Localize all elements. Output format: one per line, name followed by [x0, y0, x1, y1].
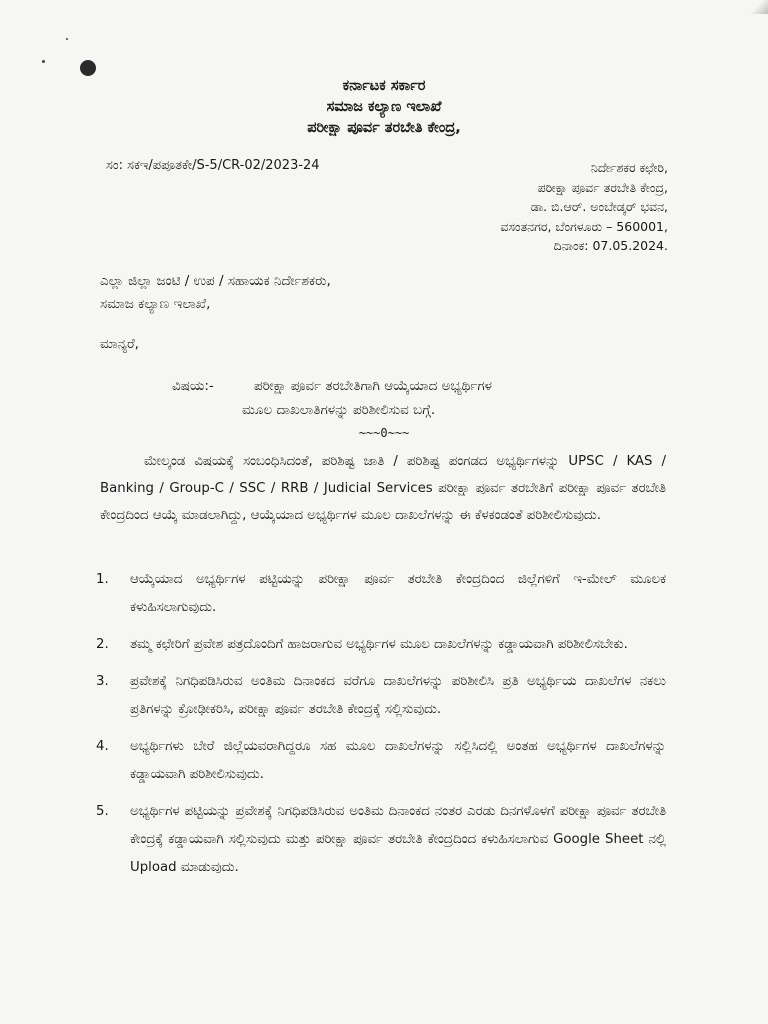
addressee-line: ಸಮಾಜ ಕಲ್ಯಾಣ ಇಲಾಖೆ,	[100, 296, 211, 312]
addressee	[100, 270, 331, 316]
item-text: ತಮ್ಮ ಕಛೇರಿಗೆ ಪ್ರವೇಶ ಪತ್ರದೊಂದಿಗೆ ಹಾಜರಾಗುವ ಅಭ್ಯರ್ಥಿಗಳ ಮೂಲ ದಾಖಲೆಗಳನ್ನು ಕಡ್ಡಾಯವಾಗಿ ಪರಿಶೀಲಿಸಬೇಕು.	[130, 637, 628, 652]
scan-speck	[66, 38, 68, 40]
office-address	[500, 158, 668, 256]
item-number: 5.	[96, 804, 109, 819]
item-number: 4.	[96, 739, 109, 754]
subject-line: ಪರೀಕ್ಷಾ ಪೂರ್ವ ತರಬೇತಿಗಾಗಿ ಆಯ್ಕೆಯಾದ ಅಭ್ಯರ್ಥಿಗಳ	[254, 378, 492, 394]
addressee-line: ಎಲ್ಲಾ ಜಿಲ್ಲಾ ಜಂಟಿ / ಉಪ / ಸಹಾಯಕ ನಿರ್ದೇಶಕರು,	[100, 273, 331, 289]
instruction-list	[96, 566, 666, 891]
item-text: ಆಯ್ಕೆಯಾದ ಅಭ್ಯರ್ಥಿಗಳ ಪಟ್ಟಿಯನ್ನು ಪರೀಕ್ಷಾ ಪೂರ್ವ ತರಬೇತಿ ಕೇಂದ್ರದಿಂದ ಜಿಲ್ಲೆಗಳಿಗೆ ಇ-ಮೇಲ್ ಮೂಲಕ ಕಳುಹಿಸಲಾಗುವುದು.	[130, 572, 666, 615]
reference-number: ಸಂ: ಸಕಇ/ಪಪೂತಕೇ/S-5/CR-02/2023-24	[106, 158, 320, 173]
item-number: 1.	[96, 572, 109, 587]
office-line: ಪರೀಕ್ಷಾ ಪೂರ್ವ ತರಬೇತಿ ಕೇಂದ್ರ,	[537, 179, 668, 195]
subject-line: ಮೂಲ ದಾಖಲಾತಿಗಳನ್ನು ಪರಿಶೀಲಿಸುವ ಬಗ್ಗೆ.	[242, 402, 436, 418]
item-number: 2.	[96, 637, 109, 652]
list-item	[96, 566, 666, 622]
list-item	[96, 668, 666, 724]
intro-paragraph: ಮೇಲ್ಕಂಡ ವಿಷಯಕ್ಕೆ ಸಂಬಂಧಿಸಿದಂತೆ, ಪರಿಶಿಷ್ಟ ಜಾತಿ / ಪರಿಶಿಷ್ಟ ಪಂಗಡದ ಅಭ್ಯರ್ಥಿಗಳನ್ನು UPSC / KAS / Banking / Group-C / SSC / RRB / Judicial Services ಪರೀಕ್ಷಾ ಪೂರ್ವ ತರಬೇತಿಗೆ ಪರೀಕ್ಷಾ ಪೂರ್ವ ತರಬೇತಿ ಕೇಂದ್ರದಿಂದ ಆಯ್ಕೆ ಮಾಡಲಾಗಿದ್ದು, ಆಯ್ಕೆಯಾದ ಅಭ್ಯರ್ಥಿಗಳ ಮೂಲ ದಾಖಲೆಗಳನ್ನು ಈ ಕೆಳಕಂಡಂತೆ ಪರಿಶೀಲಿಸುವುದು.	[100, 454, 666, 523]
list-item	[96, 798, 666, 882]
item-text: ಅಭ್ಯರ್ಥಿಗಳ ಪಟ್ಟಿಯನ್ನು ಪ್ರವೇಶಕ್ಕೆ ನಿಗಧಿಪಡಿಸಿರುವ ಅಂತಿಮ ದಿನಾಂಕದ ನಂತರ ಎರಡು ದಿನಗಳೊಳಗೆ ಪರೀಕ್ಷಾ ಪೂರ್ವ ತರಬೇತಿ ಕೇಂದ್ರಕ್ಕೆ ಕಡ್ಡಾಯವಾಗಿ ಸಲ್ಲಿಸುವುದು ಮತ್ತು ಪರೀಕ್ಷಾ ಪೂರ್ವ ತರಬೇತಿ ಕೇಂದ್ರದಿಂದ ಕಳುಹಿಸಲಾಗುವ Google Sheet ನಲ್ಲಿ Upload ಮಾಡುವುದು.	[130, 804, 666, 875]
punch-hole	[80, 60, 96, 76]
office-line: ಡಾ. ಬಿ.ಆರ್. ಅಂಬೇಡ್ಕರ್ ಭವನ,	[530, 199, 668, 214]
list-item	[96, 733, 666, 789]
section-divider: ~~~0~~~	[358, 426, 410, 440]
letterhead-government: ಕರ್ನಾಟಕ ಸರ್ಕಾರ	[342, 78, 426, 94]
office-line: ವಸಂತನಗರ, ಬೆಂಗಳೂರು – 560001,	[500, 218, 668, 234]
letterhead-department: ಸಮಾಜ ಕಲ್ಯಾಣ ಇಲಾಖೆ	[326, 99, 442, 115]
subject	[172, 374, 672, 422]
page-corner-shadow	[750, 0, 768, 14]
office-line: ನಿರ್ದೇಶಕರ ಕಛೇರಿ,	[590, 160, 668, 175]
scan-speck	[42, 60, 45, 63]
subject-label: ವಿಷಯ:-	[172, 378, 214, 394]
letterhead	[0, 76, 768, 139]
letter-date: ದಿನಾಂಕ: 07.05.2024.	[553, 238, 668, 253]
item-text: ಅಭ್ಯರ್ಥಿಗಳು ಬೇರೆ ಜಿಲ್ಲೆಯವರಾಗಿದ್ದರೂ ಸಹ ಮೂಲ ದಾಖಲೆಗಳನ್ನು ಸಲ್ಲಿಸಿದಲ್ಲಿ ಅಂತಹ ಅಭ್ಯರ್ಥಿಗಳ ದಾಖಲೆಗಳನ್ನು ಕಡ್ಡಾಯವಾಗಿ ಪರಿಶೀಲಿಸುವುದು.	[130, 739, 666, 782]
salutation: ಮಾನ್ಯರೆ,	[100, 336, 139, 352]
item-number: 3.	[96, 674, 109, 689]
list-item	[96, 631, 666, 659]
item-text: ಪ್ರವೇಶಕ್ಕೆ ನಿಗಧಿಪಡಿಸಿರುವ ಅಂತಿಮ ದಿನಾಂಕದ ವರೆಗೂ ದಾಖಲೆಗಳನ್ನು ಪರಿಶೀಲಿಸಿ ಪ್ರತಿ ಅಭ್ಯರ್ಥಿಯ ದಾಖಲೆಗಳ ನಕಲು ಪ್ರತಿಗಳನ್ನು ಕ್ರೋಢೀಕರಿಸಿ, ಪರೀಕ್ಷಾ ಪೂರ್ವ ತರಬೇತಿ ಕೇಂದ್ರಕ್ಕೆ ಸಲ್ಲಿಸುವುದು.	[130, 674, 666, 717]
letterhead-centre: ಪರೀಕ್ಷಾ ಪೂರ್ವ ತರಬೇತಿ ಕೇಂದ್ರ,	[307, 120, 461, 136]
